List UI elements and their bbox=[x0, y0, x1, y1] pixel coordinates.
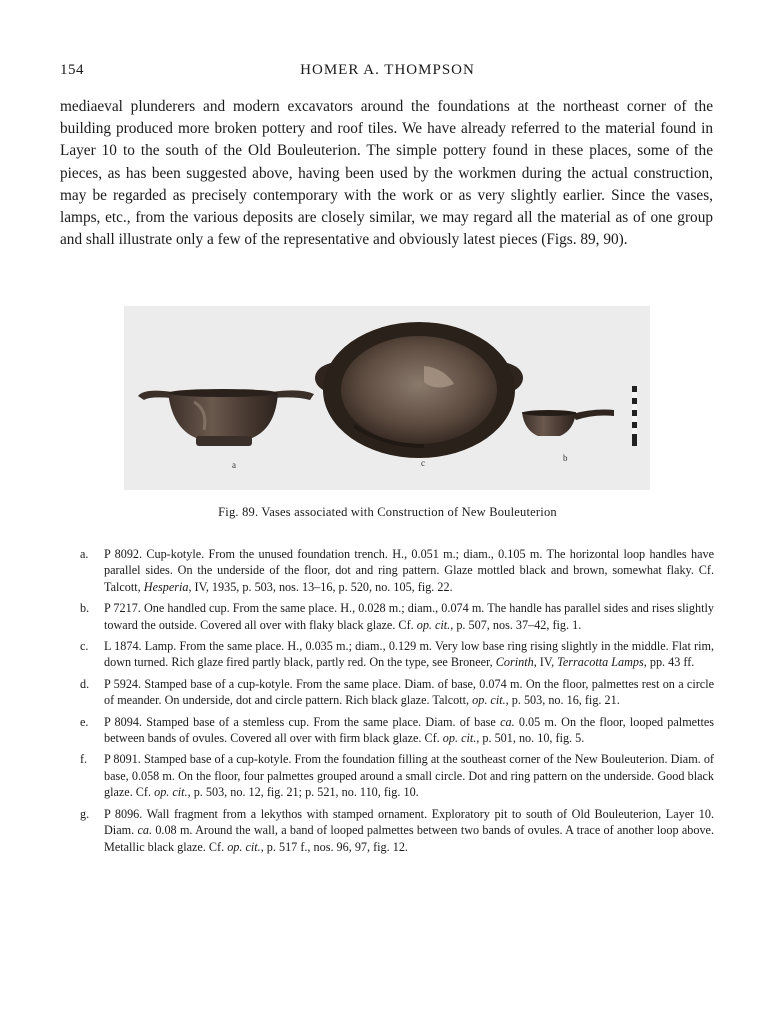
entry-text: P 7217. One handled cup. From the same place. H., 0.028 m.; diam., 0.074 m. The handle has parallel sides and rises slightly toward the outside. Covered all over with flaky black glaze. Cf. op. cit., p. 507, nos. 37–42, fig. 1. bbox=[104, 601, 714, 632]
catalogue-entry-f bbox=[80, 751, 714, 800]
entry-letter: g. bbox=[80, 806, 90, 821]
entry-text: L 1874. Lamp. From the same place. H., 0.035 m.; diam., 0.129 m. Very low base ring rising slightly in the middle. Flat rim, down turned. Rich glaze fired partly black, partly red. On the type, see Broneer, Corinth, IV, Terracotta Lamps, pp. 43 ff. bbox=[104, 639, 714, 670]
entry-text: P 5924. Stamped base of a cup-kotyle. From the same place. Diam. of base, 0.074 m. On the floor, palmettes rest on a circle of meander. On underside, dot and circle pattern. Rich black glaze. Talcott, op. cit., p. 503, no. 16, fig. 21. bbox=[104, 676, 714, 708]
entry-text: P 8094. Stamped base of a stemless cup. From the same place. Diam. of base ca. 0.05 m. On the floor, looped palmettes between bands of ovules. Covered all over with firm black glaze. Cf. op. cit., p. 501, no. 10, fig. 5. bbox=[104, 714, 715, 746]
catalogue-entry-g bbox=[80, 806, 714, 855]
entry-letter: c. bbox=[80, 639, 89, 654]
page-number: 154 bbox=[60, 62, 84, 78]
entry-letter: e. bbox=[80, 714, 89, 729]
scale-bar bbox=[632, 386, 637, 446]
catalogue-entry-d bbox=[80, 676, 714, 709]
figure-photo bbox=[124, 306, 650, 490]
figure-label-a: a bbox=[232, 460, 236, 470]
catalogue-entries bbox=[80, 546, 714, 860]
vases-photo-illustration bbox=[124, 306, 650, 490]
figure-caption: Fig. 89. Vases associated with Construction of New Bouleuterion bbox=[218, 505, 557, 519]
catalogue-entry-a bbox=[80, 546, 714, 595]
entry-letter: b. bbox=[80, 601, 90, 616]
body-paragraph: mediaeval plunderers and modern excavators around the foundations at the northeast corner of the building produced more broken pottery and roof tiles. We have already referred to the material found in Layer 10 to the south of the Old Bouleuterion. The simple pottery found in these places, some of the pieces, as has been suggested above, having been used by the workmen during the actual construction, may be regarded as precisely contemporary with the work or as very slightly earlier. Since the vases, lamps, etc., from the various deposits are closely similar, we may regard all the material as of one group and shall illustrate only a few of the representative and obviously latest pieces (Figs. 89, 90). bbox=[60, 98, 713, 249]
catalogue-entry-e bbox=[80, 714, 714, 747]
figure-label-c: c bbox=[421, 458, 425, 468]
entry-text: P 8096. Wall fragment from a lekythos with stamped ornament. Exploratory pit to south of Old Bouleuterion, Layer 10. Diam. ca. 0.08 m. Around the wall, a band of looped palmettes between two bands of ovules. A trace of another loop above. Metallic black glaze. Cf. op. cit., p. 517 f., nos. 96, 97, fig. 12. bbox=[104, 806, 714, 854]
catalogue-entry-b bbox=[80, 600, 714, 633]
running-head: HOMER A. THOMPSON bbox=[300, 62, 475, 78]
catalogue-entry-c bbox=[80, 638, 714, 671]
entry-letter: f. bbox=[80, 752, 88, 767]
entry-letter: d. bbox=[80, 676, 90, 691]
entry-text: P 8092. Cup-kotyle. From the unused foundation trench. H., 0.051 m.; diam., 0.105 m. The horizontal loop handles have parallel sides. On the underside of the floor, dot and ring pattern. Glaze mottled black and brown, somewhat flaky. Cf. Talcott, Hesperia, IV, 1935, p. 503, nos. 13–16, p. 520, no. 105, fig. 22. bbox=[104, 547, 714, 594]
figure-label-b: b bbox=[563, 453, 568, 463]
entry-letter: a. bbox=[80, 547, 89, 561]
entry-text: P 8091. Stamped base of a cup-kotyle. From the foundation filling at the southeast corner of the New Bouleuterion. Diam. of base, 0.058 m. On the floor, four palmettes grouped around a small circle. Dot and ring pattern on the underside. Good black glaze. Cf. op. cit., p. 503, no. 12, fig. 21; p. 521, no. 110, fig. 10. bbox=[104, 752, 714, 800]
